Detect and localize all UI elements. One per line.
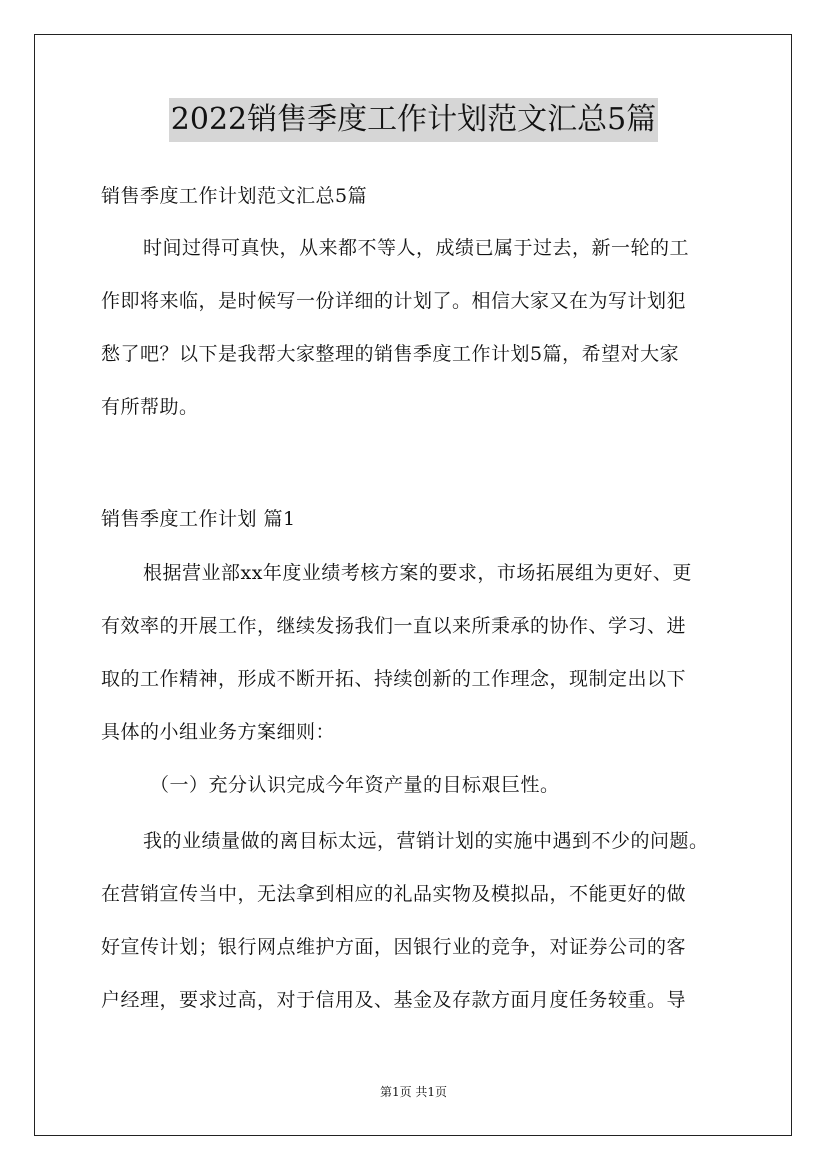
intro-line: 愁了吧？以下是我帮大家整理的销售季度工作计划5篇，希望对大家	[101, 343, 680, 365]
intro-line: 有所帮助。	[101, 396, 199, 418]
paragraph-line: 取的工作精神，形成不断开拓、持续创新的工作理念，现制定出以下	[101, 668, 687, 690]
section-heading: 销售季度工作计划 篇1	[101, 508, 296, 530]
paragraph-line: 具体的小组业务方案细则：	[101, 721, 336, 743]
document-title: 2022销售季度工作计划范文汇总5篇	[169, 98, 658, 142]
page-footer: 第1页 共1页	[379, 1085, 448, 1099]
intro-line: 作即将来临，是时候写一份详细的计划了。相信大家又在为写计划犯	[101, 290, 687, 312]
intro-line: 时间过得可真快，从来都不等人，成绩已属于过去，新一轮的工	[143, 237, 690, 259]
paragraph-line: 根据营业部xx年度业绩考核方案的要求，市场拓展组为更好、更	[143, 562, 692, 584]
title-container	[0, 98, 827, 142]
paragraph-line: 在营销宣传当中，无法拿到相应的礼品实物及模拟品，不能更好的做	[101, 883, 687, 905]
document-subtitle: 销售季度工作计划范文汇总5篇	[101, 185, 368, 207]
paragraph-line: 好宣传计划；银行网点维护方面，因银行业的竞争，对证券公司的客	[101, 936, 687, 958]
paragraph-line: 户经理，要求过高，对于信用及、基金及存款方面月度任务较重。导	[101, 989, 687, 1011]
paragraph-line: 我的业绩量做的离目标太远，营销计划的实施中遇到不少的问题。	[143, 830, 709, 852]
paragraph-line: 有效率的开展工作，继续发扬我们一直以来所秉承的协作、学习、进	[101, 615, 687, 637]
sub-heading: （一）充分认识完成今年资产量的目标艰巨性。	[150, 774, 560, 796]
